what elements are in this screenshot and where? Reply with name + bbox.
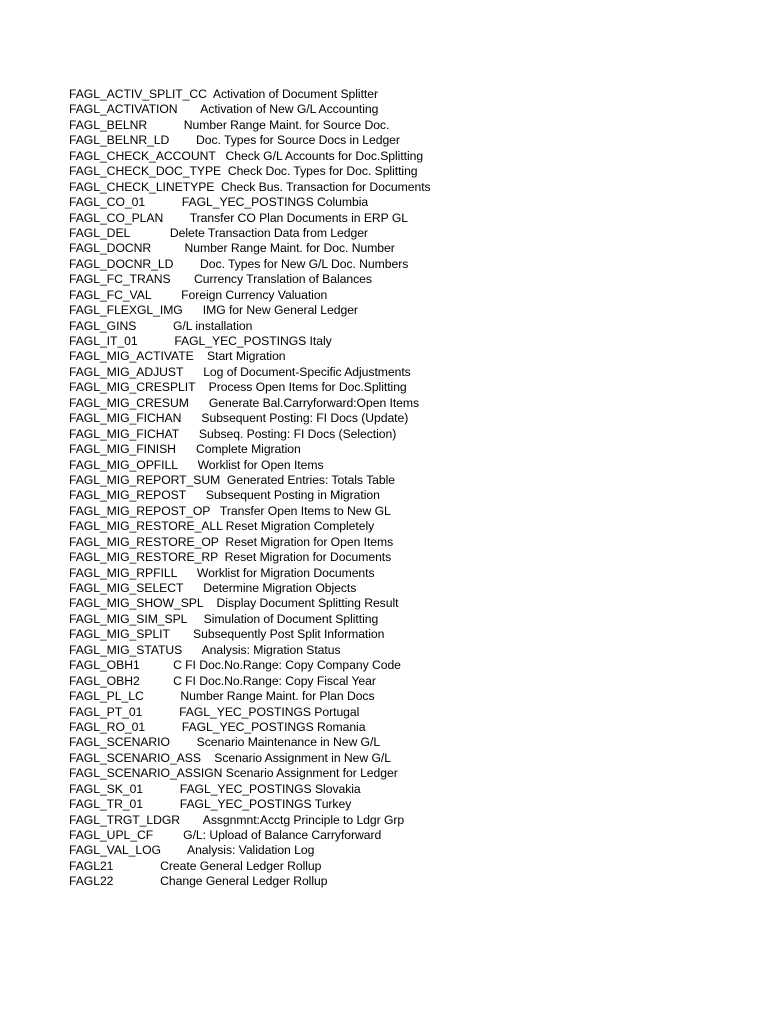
column-gap	[183, 581, 203, 595]
list-item	[69, 442, 431, 457]
column-gap	[163, 211, 189, 225]
transaction-code: FAGL_MIG_ACTIVATE	[69, 349, 194, 364]
column-gap	[144, 689, 181, 703]
column-gap	[218, 550, 225, 564]
transaction-description: Subsequent Posting: FI Docs (Update)	[201, 411, 409, 426]
column-gap	[183, 303, 203, 317]
transaction-description: Reset Migration for Documents	[224, 550, 392, 565]
column-gap	[186, 488, 206, 502]
column-gap	[216, 149, 226, 163]
column-gap	[220, 473, 227, 487]
transaction-description: Subseq. Posting: FI Docs (Selection)	[198, 426, 397, 441]
transaction-code: FAGL_DOCNR_LD	[69, 256, 174, 271]
list-item	[69, 859, 431, 874]
list-item	[69, 118, 431, 133]
list-item	[69, 674, 431, 689]
transaction-description: Doc. Types for New G/L Doc. Numbers	[200, 256, 409, 271]
column-gap	[194, 349, 207, 363]
transaction-code: FAGL_DEL	[69, 225, 130, 240]
transaction-code: FAGL_MIG_RESTORE_RP	[69, 550, 218, 565]
column-gap	[171, 272, 194, 286]
transaction-code: FAGL_CO_01	[69, 195, 146, 210]
list-item	[69, 658, 431, 673]
list-item	[69, 396, 431, 411]
transaction-description: Generated Entries: Totals Table	[226, 472, 395, 487]
transaction-code: FAGL_FC_VAL	[69, 287, 152, 302]
list-item	[69, 504, 431, 519]
transaction-description: Currency Translation of Balances	[193, 272, 372, 287]
column-gap	[181, 411, 201, 425]
column-gap	[113, 874, 160, 888]
transaction-description: FAGL_YEC_POSTINGS Turkey	[179, 797, 352, 812]
transaction-code: FAGL_TRGT_LDGR	[69, 812, 181, 827]
column-gap	[147, 118, 184, 132]
list-item	[69, 180, 431, 195]
column-gap	[178, 458, 198, 472]
transaction-code: FAGL_ACTIVATION	[69, 102, 178, 117]
transaction-code: FAGL_TR_01	[69, 797, 144, 812]
transaction-description: Number Range Maint. for Source Doc.	[183, 117, 390, 132]
column-gap	[145, 195, 182, 209]
transaction-code: FAGL_MIG_REPOST_OP	[69, 503, 211, 518]
list-item	[69, 735, 431, 750]
list-item	[69, 149, 431, 164]
column-gap	[169, 133, 196, 147]
column-gap	[221, 164, 228, 178]
transaction-code: FAGL_CHECK_LINETYPE	[69, 179, 215, 194]
column-gap	[210, 504, 220, 518]
column-gap	[173, 257, 200, 271]
transaction-code: FAGL_MIG_OPFILL	[69, 457, 178, 472]
list-item	[69, 195, 431, 210]
transaction-code: FAGL_MIG_SIM_SPL	[69, 611, 187, 626]
transaction-description: Check Bus. Transaction for Documents	[221, 179, 431, 194]
transaction-description: C FI Doc.No.Range: Copy Company Code	[173, 658, 401, 673]
list-item	[69, 411, 431, 426]
transaction-code: FAGL_FLEXGL_IMG	[69, 303, 183, 318]
transaction-code: FAGL_CO_PLAN	[69, 210, 164, 225]
transaction-code: FAGL_PT_01	[69, 704, 143, 719]
transaction-code: FAGL_MIG_RPFILL	[69, 565, 177, 580]
transaction-code: FAGL_ACTIV_SPLIT_CC	[69, 87, 207, 101]
list-item	[69, 751, 431, 766]
transaction-description: Determine Migration Objects	[203, 581, 357, 595]
transaction-code: FAGL_BELNR_LD	[69, 133, 170, 148]
column-gap	[145, 720, 182, 734]
transaction-code: FAGL_MIG_FICHAN	[69, 411, 182, 426]
list-item	[69, 581, 431, 596]
transaction-code: FAGL_MIG_RESTORE_OP	[69, 534, 219, 549]
list-item	[69, 458, 431, 473]
list-item	[69, 226, 431, 241]
transaction-description: Transfer CO Plan Documents in ERP GL	[189, 210, 409, 225]
list-item	[69, 349, 431, 364]
transaction-description: FAGL_YEC_POSTINGS Portugal	[179, 704, 360, 719]
list-item	[69, 319, 431, 334]
transaction-description: FAGL_YEC_POSTINGS Columbia	[181, 195, 369, 210]
transaction-code: FAGL_IT_01	[69, 334, 138, 348]
transaction-code: FAGL_SCENARIO_ASS	[69, 750, 201, 765]
transaction-description: Reset Migration for Open Items	[225, 534, 394, 549]
column-gap	[143, 782, 180, 796]
list-item	[69, 550, 431, 565]
list-item	[69, 813, 431, 828]
column-gap	[203, 596, 216, 610]
transaction-code: FAGL_MIG_REPORT_SUM	[69, 472, 221, 487]
transaction-description: Generate Bal.Carryforward:Open Items	[208, 395, 420, 410]
column-gap	[170, 735, 197, 749]
transaction-description: Check Doc. Types for Doc. Splitting	[227, 164, 418, 179]
column-gap	[161, 843, 187, 857]
column-gap	[195, 380, 208, 394]
transaction-code: FAGL_DOCNR	[69, 241, 152, 256]
transaction-description: Activation of Document Splitter	[212, 87, 378, 101]
transaction-code: FAGL_FC_TRANS	[69, 272, 171, 287]
transaction-description: G/L installation	[173, 318, 253, 333]
transaction-description: Subsequently Post Split Information	[193, 627, 385, 642]
column-gap	[113, 859, 160, 873]
transaction-description: Analysis: Migration Status	[201, 642, 341, 657]
transaction-description: Doc. Types for Source Docs in Ledger	[196, 133, 400, 148]
transaction-description: Worklist for Migration Documents	[196, 565, 375, 580]
list-item	[69, 566, 431, 581]
transaction-description: Delete Transaction Data from Ledger	[169, 225, 368, 240]
transaction-code: FAGL_SCENARIO	[69, 735, 170, 750]
transaction-description: Reset Migration Completely	[225, 519, 375, 534]
transaction-description: G/L: Upload of Balance Carryforward	[183, 828, 382, 842]
list-item	[69, 797, 431, 812]
transaction-code: FAGL_PL_LC	[69, 689, 144, 704]
list-item	[69, 843, 431, 858]
column-gap	[140, 674, 173, 688]
transaction-code: FAGL_CHECK_DOC_TYPE	[69, 164, 222, 179]
transaction-description: Change General Ledger Rollup	[160, 874, 328, 889]
transaction-description: Transfer Open Items to New GL	[219, 503, 391, 518]
transaction-code: FAGL_MIG_SELECT	[69, 581, 184, 595]
transaction-description: Check G/L Accounts for Doc.Splitting	[225, 148, 424, 163]
column-gap	[136, 319, 173, 333]
list-item	[69, 211, 431, 226]
list-item	[69, 612, 431, 627]
list-item	[69, 627, 431, 642]
column-gap	[140, 658, 173, 672]
transaction-description: Log of Document-Specific Adjustments	[203, 364, 411, 379]
transaction-code: FAGL_MIG_SHOW_SPL	[69, 596, 204, 611]
list-item	[69, 427, 431, 442]
transaction-code: FAGL_OBH2	[69, 673, 140, 688]
transaction-description: Create General Ledger Rollup	[160, 858, 322, 873]
column-gap	[130, 226, 170, 240]
column-gap	[179, 427, 199, 441]
transaction-code: FAGL_MIG_STATUS	[69, 642, 183, 657]
list-item	[69, 272, 431, 287]
column-gap	[187, 612, 204, 626]
column-gap	[151, 288, 181, 302]
transaction-code: FAGL_MIG_ADJUST	[69, 364, 184, 379]
column-gap	[151, 241, 184, 255]
transaction-code: FAGL_SK_01	[69, 781, 144, 796]
transaction-description: Subsequent Posting in Migration	[205, 488, 380, 503]
list-item	[69, 334, 431, 349]
transaction-description: Simulation of Document Splitting	[203, 611, 379, 626]
transaction-description: FAGL_YEC_POSTINGS Romania	[181, 719, 366, 734]
transaction-description: Analysis: Validation Log	[187, 843, 315, 858]
transaction-description: Scenario Maintenance in New G/L	[196, 735, 381, 750]
transaction-description: Scenario Assignment for Ledger	[225, 766, 398, 781]
list-item	[69, 689, 431, 704]
list-item	[69, 133, 431, 148]
transaction-code: FAGL_MIG_REPOST	[69, 488, 186, 503]
transaction-description: C FI Doc.No.Range: Copy Fiscal Year	[173, 673, 376, 688]
list-item	[69, 303, 431, 318]
transaction-description: Display Document Splitting Result	[216, 596, 399, 611]
transaction-code: FAGL21	[69, 858, 114, 873]
list-item	[69, 874, 431, 889]
transaction-description: Assgnmnt:Acctg Principle to Ldgr Grp	[202, 812, 405, 827]
transaction-code: FAGL22	[69, 874, 114, 889]
transaction-description: FAGL_YEC_POSTINGS Italy	[174, 334, 332, 348]
transaction-code: FAGL_OBH1	[69, 658, 140, 673]
transaction-code-list	[69, 87, 431, 890]
list-item	[69, 473, 431, 488]
list-item	[69, 643, 431, 658]
transaction-code: FAGL_MIG_SPLIT	[69, 627, 170, 642]
list-item	[69, 519, 431, 534]
column-gap	[177, 566, 197, 580]
transaction-code: FAGL_MIG_CRESPLIT	[69, 380, 196, 395]
list-item	[69, 365, 431, 380]
list-item	[69, 102, 431, 117]
list-item	[69, 164, 431, 179]
column-gap	[176, 442, 196, 456]
column-gap	[201, 751, 214, 765]
transaction-description: Worklist for Open Items	[197, 457, 324, 472]
list-item	[69, 705, 431, 720]
transaction-code: FAGL_MIG_FICHAT	[69, 426, 179, 441]
transaction-description: Process Open Items for Doc.Splitting	[208, 380, 407, 395]
list-item	[69, 488, 431, 503]
transaction-description: IMG for New General Ledger	[202, 303, 358, 318]
transaction-code: FAGL_RO_01	[69, 719, 146, 734]
transaction-code: FAGL_VAL_LOG	[69, 843, 161, 858]
column-gap	[170, 627, 193, 641]
transaction-description: Number Range Maint. for Plan Docs	[180, 689, 375, 704]
column-gap	[182, 643, 201, 657]
column-gap	[138, 334, 175, 348]
transaction-code: FAGL_SCENARIO_ASSIGN	[69, 766, 223, 781]
list-item	[69, 241, 431, 256]
column-gap	[189, 396, 209, 410]
column-gap	[143, 797, 180, 811]
transaction-code: FAGL_CHECK_ACCOUNT	[69, 148, 216, 163]
transaction-code: FAGL_UPL_CF	[69, 828, 154, 842]
list-item	[69, 766, 431, 781]
list-item	[69, 380, 431, 395]
list-item	[69, 257, 431, 272]
transaction-description: Number Range Maint. for Doc. Number	[184, 241, 395, 256]
transaction-description: Scenario Assignment in New G/L	[214, 750, 391, 765]
column-gap	[142, 705, 179, 719]
column-gap	[153, 828, 183, 842]
transaction-code: FAGL_MIG_CRESUM	[69, 395, 189, 410]
transaction-description: Foreign Currency Valuation	[181, 287, 328, 302]
list-item	[69, 828, 431, 843]
transaction-description: FAGL_YEC_POSTINGS Slovakia	[179, 781, 361, 796]
transaction-description: Activation of New G/L Accounting	[200, 102, 379, 117]
transaction-code: FAGL_BELNR	[69, 117, 148, 132]
transaction-description: Complete Migration	[195, 442, 301, 457]
transaction-code: FAGL_MIG_FINISH	[69, 442, 176, 457]
column-gap	[178, 102, 201, 116]
transaction-code: FAGL_GINS	[69, 318, 137, 333]
list-item	[69, 720, 431, 735]
transaction-description: Start Migration	[207, 349, 286, 364]
transaction-code: FAGL_MIG_RESTORE_ALL	[69, 519, 223, 534]
list-item	[69, 596, 431, 611]
list-item	[69, 782, 431, 797]
list-item	[69, 87, 431, 102]
column-gap	[183, 365, 203, 379]
list-item	[69, 535, 431, 550]
list-item	[69, 288, 431, 303]
column-gap	[180, 813, 203, 827]
